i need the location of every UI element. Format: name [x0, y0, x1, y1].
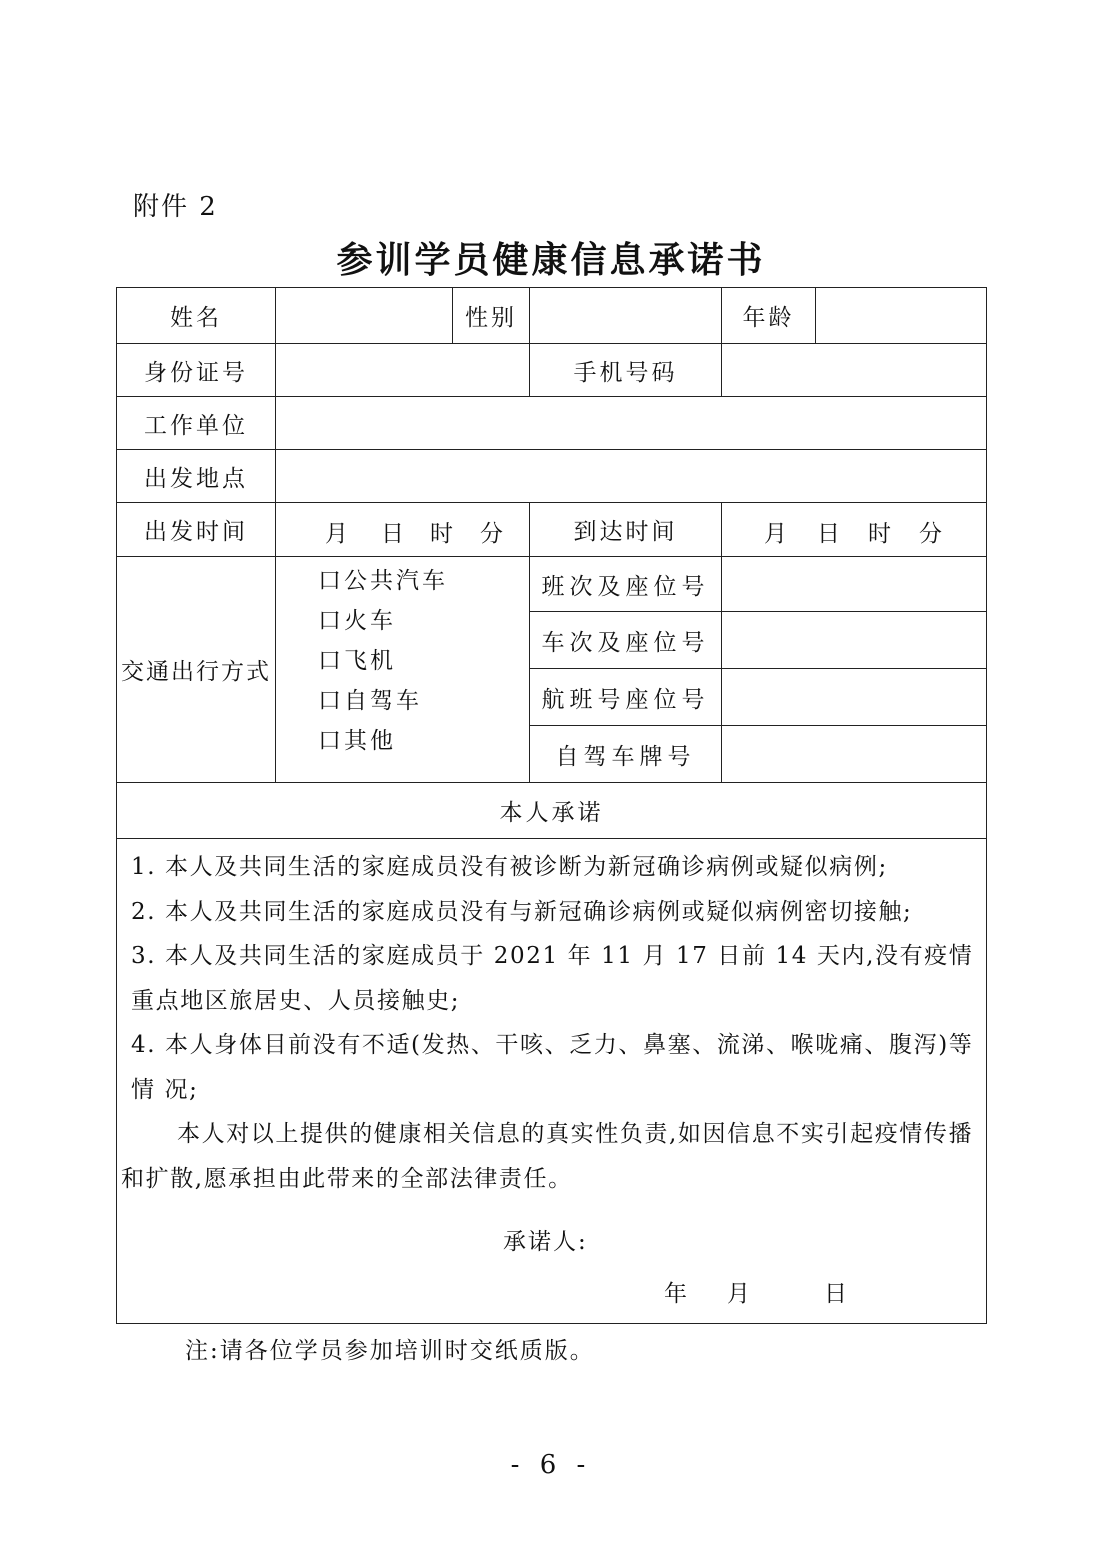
departure-month-unit: 月	[325, 521, 348, 547]
pledge-item-2: 2. 本人及共同生活的家庭成员没有与新冠确诊病例或疑似病例密切接触;	[131, 898, 913, 925]
arrival-day-unit: 日	[817, 521, 840, 547]
transport-option-plane[interactable]: 口飞机	[318, 648, 396, 674]
departure-place-field[interactable]	[276, 450, 987, 503]
departure-place-label: 出发地点	[117, 450, 276, 503]
arrival-time-label: 到达时间	[530, 503, 722, 557]
phone-label: 手机号码	[530, 344, 722, 397]
footnote: 注:请各位学员参加培训时交纸质版。	[185, 1338, 595, 1364]
departure-hour-unit: 时	[430, 521, 453, 547]
transport-option-bus[interactable]: 口公共汽车	[318, 568, 448, 594]
pledge-statement	[117, 839, 987, 1324]
train-seat-label: 车次及座位号	[530, 612, 722, 669]
attachment-label: 附件 2	[133, 192, 218, 222]
gender-label: 性别	[453, 288, 530, 344]
arrival-time-field[interactable]	[722, 503, 987, 557]
departure-day-unit: 日	[381, 521, 404, 547]
sign-year-unit: 年	[664, 1281, 687, 1307]
transport-option-train[interactable]: 口火车	[318, 608, 396, 634]
sign-day-unit: 日	[824, 1281, 847, 1307]
plate-number-field[interactable]	[722, 726, 987, 783]
arrival-month-unit: 月	[764, 521, 787, 547]
transport-options	[276, 557, 530, 783]
departure-time-field[interactable]	[276, 503, 530, 557]
sign-month-unit: 月	[727, 1281, 750, 1307]
transport-option-self-drive[interactable]: 口自驾车	[318, 688, 422, 714]
responsibility-text: 本人对以上提供的健康相关信息的真实性负责,如因信息不实引起疫情传播和扩散,愿承担由此带来的全部法律责任。	[121, 1121, 974, 1192]
flight-seat-field[interactable]	[722, 669, 987, 726]
gender-field[interactable]	[530, 288, 722, 344]
departure-minute-unit: 分	[480, 521, 503, 547]
bus-seat-label: 班次及座位号	[530, 557, 722, 612]
document-title: 参训学员健康信息承诺书	[336, 240, 766, 281]
departure-time-label: 出发时间	[117, 503, 276, 557]
bus-seat-field[interactable]	[722, 557, 987, 612]
age-field[interactable]	[816, 288, 987, 344]
phone-field[interactable]	[722, 344, 987, 397]
transport-option-other[interactable]: 口其他	[318, 728, 396, 754]
train-seat-field[interactable]	[722, 612, 987, 669]
name-field[interactable]	[276, 288, 453, 344]
plate-number-label: 自驾车牌号	[530, 726, 722, 783]
arrival-minute-unit: 分	[919, 521, 942, 547]
id-number-field[interactable]	[276, 344, 530, 397]
id-number-label: 身份证号	[117, 344, 276, 397]
transport-mode-label: 交通出行方式	[117, 557, 276, 783]
name-label: 姓名	[117, 288, 276, 344]
pledge-item-3: 3. 本人及共同生活的家庭成员于 2021 年 11 月 17 日前 14 天内,没有疫情重点地区旅居史、人员接触史;	[131, 943, 974, 1014]
work-unit-field[interactable]	[276, 397, 987, 450]
pledge-item-4: 4. 本人身体目前没有不适(发热、干咳、乏力、鼻塞、流涕、喉咙痛、腹泻)等情 况;	[131, 1032, 974, 1103]
work-unit-label: 工作单位	[117, 397, 276, 450]
pledge-header: 本人承诺	[117, 783, 987, 839]
flight-seat-label: 航班号座位号	[530, 669, 722, 726]
arrival-hour-unit: 时	[868, 521, 891, 547]
sign-date	[121, 1267, 982, 1319]
age-label: 年龄	[722, 288, 816, 344]
page-number: - 6 -	[510, 1450, 592, 1480]
pledge-item-1: 1. 本人及共同生活的家庭成员没有被诊断为新冠确诊病例或疑似病例;	[131, 854, 888, 880]
signer-label: 承诺人:	[503, 1229, 588, 1255]
health-pledge-form	[116, 287, 987, 1324]
